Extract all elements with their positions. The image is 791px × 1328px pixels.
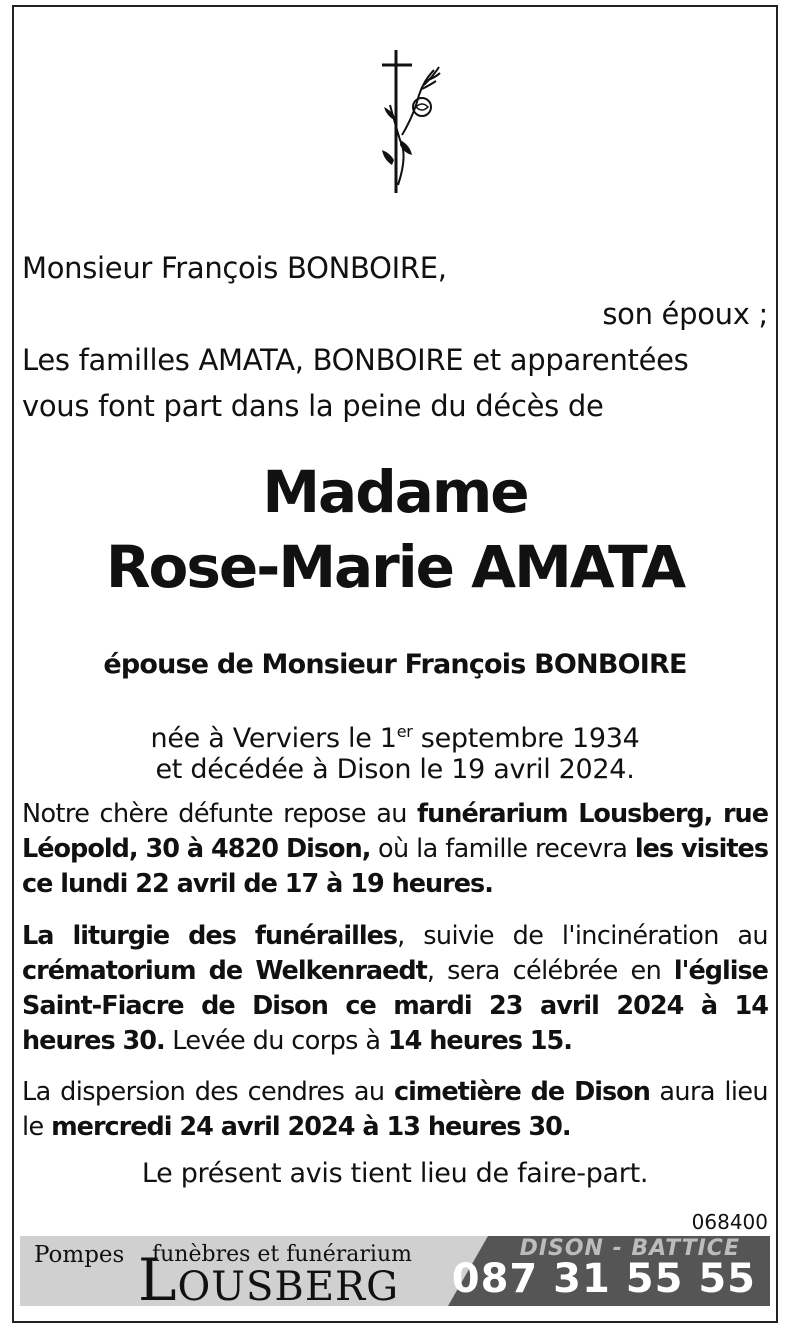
closing-line: Le présent avis tient lieu de faire-part. [141, 1158, 649, 1189]
obituary-notice [12, 5, 778, 1323]
cross-with-rose-icon [364, 45, 454, 195]
banner-brand: LOUSBERG [138, 1246, 400, 1306]
banner-phone: 087 31 55 55 [451, 1256, 756, 1302]
birth-line: née à Verviers le 1er septembre 1934 [150, 722, 640, 754]
deceased-title: Madame [262, 458, 528, 526]
families-line: Les familles AMATA, BONBOIRE et apparentées [22, 343, 689, 377]
funeral-home-banner [20, 1236, 770, 1306]
announcement-line: vous font part dans la peine du décès de [22, 389, 604, 423]
deceased-spouse: épouse de Monsieur François BONBOIRE [103, 649, 687, 680]
ashes-paragraph: La dispersion des cendres au cimetière de Dison aura lieu le mercredi 24 avril 2024 à 13 heures 30. [22, 1077, 768, 1142]
deceased-name: Rose-Marie AMATA [105, 533, 685, 601]
banner-pompes: Pompes [34, 1242, 125, 1268]
death-line: et décédée à Dison le 19 avril 2024. [155, 754, 635, 785]
announcer-name: Monsieur François BONBOIRE, [22, 251, 447, 285]
announcer-relation: son époux ; [602, 297, 768, 331]
reference-number: 068400 [691, 1210, 768, 1234]
visitation-paragraph: Notre chère défunte repose au funérarium Lousberg, rue Léopold, 30 à 4820 Dison, où la famille recevra les visites ce lundi 22 avril de 17 à 19 heures. [22, 799, 768, 899]
banner-subtitle: funèbres et funérarium [152, 1242, 412, 1267]
funeral-paragraph: La liturgie des funérailles, suivie de l'incinération au crématorium de Welkenraedt, sera célébrée en l'église Saint-Fiacre de Dison ce mardi 23 avril 2024 à 14 heures 30. Levée du corps à 14 heures 15. [22, 921, 768, 1056]
banner-city: DISON - BATTICE [519, 1236, 740, 1261]
